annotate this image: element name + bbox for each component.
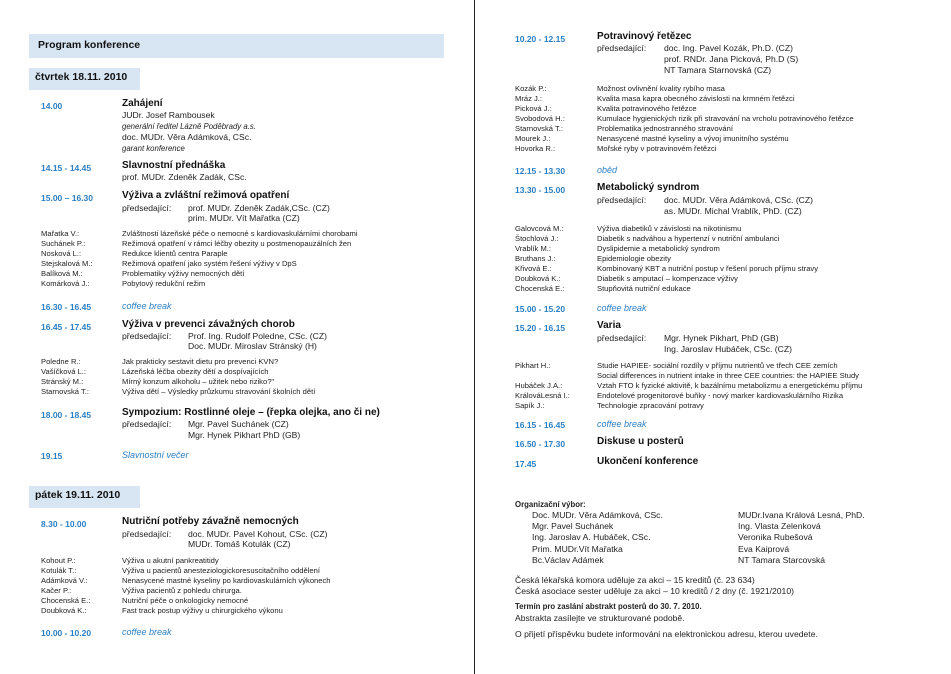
- talk-title: Nutriční péče o onkologicky nemocné: [122, 596, 249, 606]
- coffee-break-label: coffee break: [122, 301, 172, 311]
- chair-label: předsedající:: [122, 203, 172, 213]
- chair-label: předsedající:: [122, 419, 172, 429]
- session-title: Diskuse u posterů: [597, 436, 684, 447]
- chair-name: Doc. MUDr. Miroslav Stránský (H): [188, 341, 317, 351]
- talk-title: Výživa dětí – Výsledky průzkumu stravování školních dětí: [122, 387, 316, 397]
- talk-list: [122, 556, 331, 616]
- speaker: Starnovská T.:: [515, 124, 563, 134]
- deadline-notice: Termín pro zaslání abstrakt posterů do 30. 7. 2010.: [515, 602, 702, 611]
- page-divider: [474, 0, 475, 674]
- session-title: Zahájení: [122, 98, 163, 109]
- committee-member: Eva Kaiprová: [738, 543, 790, 554]
- break-time: 10.00 - 10.20: [41, 628, 92, 638]
- chair-name: MUDr. Tomáš Kotulák (CZ): [188, 539, 291, 549]
- talk-title: Režimová opatření jako systém řešení výživy v DpS: [122, 259, 297, 269]
- speaker-name: prof. MUDr. Zdeněk Zadák, CSc.: [122, 172, 247, 182]
- talk-title: Diabetik s nadváhou a hypertenzí v nutriční ambulanci: [597, 234, 780, 244]
- speaker-list: [41, 229, 93, 289]
- chair-name: Prof. Ing. Rudolf Poledne, CSc. (CZ): [188, 331, 327, 341]
- speaker-name: doc. MUDr. Věra Adámková, CSc.: [122, 132, 252, 142]
- talk-list: [597, 84, 854, 154]
- speaker: Starnovská T.:: [41, 387, 89, 397]
- session-time: 10.20 - 12.15: [515, 34, 566, 44]
- talk-title: Fast track postup výživy u chirurgického výkonu: [122, 606, 283, 616]
- session-time: 15.00 – 16.30: [41, 193, 93, 203]
- lunch-time: 12.15 - 13.30: [515, 166, 566, 176]
- speaker: Stránský M.:: [41, 377, 84, 387]
- chair-name: Ing. Jaroslav Hubáček, CSc. (CZ): [664, 344, 792, 354]
- org-committee-title: Organizační výbor:: [515, 500, 586, 509]
- talk-title: Social differences in nutrient intake in three CEE countries: the HAPIEE Study: [597, 371, 859, 381]
- talk-title: Redukce klientů centra Paraple: [122, 249, 228, 259]
- speaker: Stejskalová M.:: [41, 259, 93, 269]
- chair-label: předsedající:: [597, 43, 647, 53]
- session-time: 16.45 - 17.45: [41, 322, 92, 332]
- session-time: 15.20 - 16.15: [515, 323, 566, 333]
- session-time: 18.00 - 18.45: [41, 410, 92, 420]
- speaker: Balíková M.:: [41, 269, 83, 279]
- talk-title: Epidemiologie obezity: [597, 254, 671, 264]
- talk-title: Jak prakticky sestavit dietu pro prevenci KVN?: [122, 357, 279, 366]
- chair-name: NT Tamara Starnovská (CZ): [664, 65, 772, 75]
- talk-title: Možnost ovlivnění kvality rybího masa: [597, 84, 725, 93]
- talk-title: Výživa pacientů z pohledu chirurga.: [122, 586, 242, 596]
- talk-list: [122, 357, 315, 397]
- program-title: Program konference: [38, 39, 141, 51]
- committee-member: Prim. MUDr.Vít Mařatka: [532, 543, 623, 554]
- talk-list: [122, 229, 358, 289]
- break-time: 15.00 - 15.20: [515, 304, 566, 314]
- speaker-role: garant konference: [122, 144, 185, 153]
- speaker: Sapík J.:: [515, 401, 545, 411]
- speaker-role: generální ředitel Lázně Poděbrady a.s.: [122, 122, 256, 131]
- abstract-instruction: Abstrakta zasílejte ve strukturované podobě.: [515, 613, 685, 623]
- coffee-break-label: coffee break: [597, 419, 647, 429]
- speaker-list: [41, 556, 90, 616]
- committee-member: Mgr. Pavel Suchánek: [532, 521, 614, 532]
- talk-title: Kumulace hygienických rizik při stravování na vrcholu potravinového řetězce: [597, 114, 854, 124]
- speaker: Kotulák T.:: [41, 566, 77, 576]
- session-time: 17.45: [515, 459, 537, 469]
- chair-name: Mgr. Hynek Pikhart, PhD (GB): [664, 333, 779, 343]
- speaker-list: [41, 357, 89, 397]
- talk-list: [597, 224, 818, 294]
- chair-name: prof. RNDr. Jana Picková, Ph.D (S): [664, 54, 799, 64]
- chair-label: předsedající:: [122, 331, 172, 341]
- speaker: Bruthans J.:: [515, 254, 556, 264]
- speaker: Kohout P.:: [41, 556, 76, 565]
- talk-title: Technologie zpracování potravy: [597, 401, 704, 411]
- talk-title: Vztah FTO k fyzické aktivitě, k bazálnímu metabolizmu a energetickému příjmu: [597, 381, 863, 391]
- speaker: Kozák P.:: [515, 84, 547, 93]
- talk-title: Dyslipidemie a metabolický syndrom: [597, 244, 720, 254]
- speaker: Suchánek P.:: [41, 239, 86, 249]
- day2-label: pátek 19.11. 2010: [35, 489, 121, 501]
- session-title: Slavnostní přednáška: [122, 160, 226, 171]
- session-time: 19.15: [41, 451, 63, 461]
- speaker-list: [515, 361, 570, 411]
- session-title: Nutriční potřeby závažně nemocných: [122, 516, 299, 527]
- talk-title: Pobytový redukční režim: [122, 279, 206, 289]
- speaker: Vašíčková L.:: [41, 367, 87, 377]
- coffee-break-label: coffee break: [597, 303, 647, 313]
- chair-name: doc. Ing. Pavel Kozák, Ph.D. (CZ): [664, 43, 793, 53]
- speaker: Kačer P.:: [41, 586, 72, 596]
- credits-line: Česká lékařská komora uděluje za akci – 15 kreditů (č. 23 634): [515, 575, 755, 585]
- chair-name: prof. MUDr. Zdeněk Zadák,CSc. (CZ): [188, 203, 330, 213]
- session-title: Metabolický syndrom: [597, 182, 700, 193]
- talk-title: Diabetik s amputací – kompenzace výživy: [597, 274, 738, 284]
- talk-title: Kvalita masa kapra obecného závislosti na krmném řetězci: [597, 94, 795, 104]
- session-title: Varia: [597, 320, 621, 331]
- speaker: Štochlová J.:: [515, 234, 559, 244]
- lunch-label: oběd: [597, 165, 618, 175]
- talk-title: Výživa u akutní pankreatitidy: [122, 556, 219, 565]
- talk-title: Výživa diabetiků v závislosti na nikotinismu: [597, 224, 742, 233]
- speaker: Chocenská E.:: [515, 284, 565, 294]
- speaker: Svobodová H.:: [515, 114, 565, 124]
- speaker: Mráz J.:: [515, 94, 543, 104]
- speaker: Pikhart H.:: [515, 361, 551, 370]
- session-time: 14.00: [41, 101, 63, 111]
- chair-label: předsedající:: [597, 333, 647, 343]
- break-time: 16.15 - 16.45: [515, 420, 566, 430]
- chair-name: Mgr. Pavel Suchánek (CZ): [188, 419, 289, 429]
- chair-name: as. MUDr. Michal Vrablík, PhD. (CZ): [664, 206, 802, 216]
- talk-title: Kombinovaný KBT a nutriční postup v řešení poruch příjmu stravy: [597, 264, 819, 274]
- speaker: Vrablík M.:: [515, 244, 552, 254]
- talk-list: [597, 361, 862, 411]
- speaker: Chocenská E.:: [41, 596, 91, 606]
- session-time: 16.50 - 17.30: [515, 439, 566, 449]
- chair-name: doc. MUDr. Pavel Kohout, CSc. (CZ): [188, 529, 328, 539]
- speaker: Galovcová M.:: [515, 224, 564, 233]
- talk-title: Mořské ryby v potravinovém řetězci: [597, 144, 717, 154]
- speaker-list: [515, 224, 564, 294]
- speaker: Mourek J.:: [515, 134, 551, 144]
- session-title: Potravinový řetězec: [597, 31, 692, 42]
- committee-member: Doc. MUDr. Věra Adámková, CSc.: [532, 510, 663, 520]
- day1-label: čtvrtek 18.11. 2010: [35, 71, 128, 83]
- talk-title: Problematika jednostranného stravování: [597, 124, 733, 134]
- speaker: Adámková V.:: [41, 576, 88, 586]
- speaker: Křivová E.:: [515, 264, 552, 274]
- talk-title: Stupňovitá nutriční edukace: [597, 284, 691, 294]
- talk-title: Nenasycené mastné kyseliny a vývoj imunitního systému: [597, 134, 789, 144]
- speaker: Komárková J.:: [41, 279, 90, 289]
- evening-label: Slavnostní večer: [122, 450, 189, 460]
- coffee-break-label: coffee break: [122, 627, 172, 637]
- chair-name: doc. MUDr. Věra Adámková, CSc. (CZ): [664, 195, 813, 205]
- session-time: 8.30 - 10.00: [41, 519, 87, 529]
- speaker-name: JUDr. Josef Rambousek: [122, 110, 215, 120]
- committee-member: Ing. Vlasta Zelenková: [738, 521, 821, 532]
- speaker: Nosková L.:: [41, 249, 82, 259]
- talk-title: Studie HAPIEE- sociální rozdíly v příjmu nutrientů ve třech CEE zemích: [597, 361, 838, 370]
- talk-title: Kvalita potravinového řetězce: [597, 104, 697, 114]
- chair-label: předsedající:: [597, 195, 647, 205]
- talk-title: Nenasycené mastné kyseliny po kardiovaskulárních výkonech: [122, 576, 331, 586]
- break-time: 16.30 - 16.45: [41, 302, 92, 312]
- talk-title: Lázeňská léčba obezity dětí a dospívajících: [122, 367, 269, 377]
- talk-title: Režimová opatření v rámci léčby obezity u postmenopauzálních žen: [122, 239, 352, 249]
- talk-title: Mírný konzum alkoholu – užitek nebo riziko?": [122, 377, 275, 387]
- speaker: Hubáček J.A.:: [515, 381, 563, 391]
- chair-name: prim. MUDr. Vít Mařatka (CZ): [188, 213, 300, 223]
- session-title: Výživa a zvláštní režimová opatření: [122, 190, 290, 201]
- committee-member: NT Tamara Starcovská: [738, 554, 826, 565]
- acceptance-notice: O přijetí příspěvku budete informováni na elektronickou adresu, kterou uvedete.: [515, 629, 818, 639]
- committee-member: MUDr.Ivana Králová Lesná, PhD.: [738, 510, 865, 520]
- chair-name: Mgr. Hynek Pikhart PhD (GB): [188, 430, 301, 440]
- committee-member: Veronika Rubešová: [738, 532, 813, 543]
- talk-title: Zvláštnosti lázeňské péče o nemocné s kardiovaskulárními chorobami: [122, 229, 358, 238]
- speaker: KrálováLesná I.:: [515, 391, 570, 401]
- org-committee-list-right: [738, 510, 865, 566]
- talk-title: Problematiky výživy nemocných dětí: [122, 269, 245, 279]
- committee-member: Bc.Václav Adámek: [532, 554, 604, 565]
- speaker: Mařatka V.:: [41, 229, 80, 238]
- speaker-list: [515, 84, 565, 154]
- speaker: Hovorka R.:: [515, 144, 556, 154]
- talk-title: Výživa u pacientů anesteziologickoresuscitačního oddělení: [122, 566, 320, 576]
- speaker: Picková J.:: [515, 104, 552, 114]
- session-time: 14.15 - 14.45: [41, 163, 92, 173]
- talk-title: Endotelové progenitorové buňky - nový marker kardiovaskulárního Rizika: [597, 391, 844, 401]
- session-title: Ukončení konference: [597, 456, 699, 467]
- chair-label: předsedající:: [122, 529, 172, 539]
- speaker: [515, 371, 570, 381]
- session-title: Sympozium: Rostlinné oleje – (řepka olejka, ano či ne): [122, 407, 380, 418]
- committee-member: Ing. Jaroslav A. Hubáček, CSc.: [532, 532, 651, 543]
- credits-line: Česká asociace sester uděluje za akci – 10 kreditů / 2 dny (č. 1921/2010): [515, 586, 794, 596]
- session-time: 13.30 - 15.00: [515, 185, 566, 195]
- speaker: Doubková K.:: [41, 606, 87, 616]
- org-committee-list-left: [532, 510, 663, 566]
- speaker: Doubková K.:: [515, 274, 561, 284]
- session-title: Výživa v prevenci závažných chorob: [122, 319, 295, 330]
- speaker: Poledne R.:: [41, 357, 81, 366]
